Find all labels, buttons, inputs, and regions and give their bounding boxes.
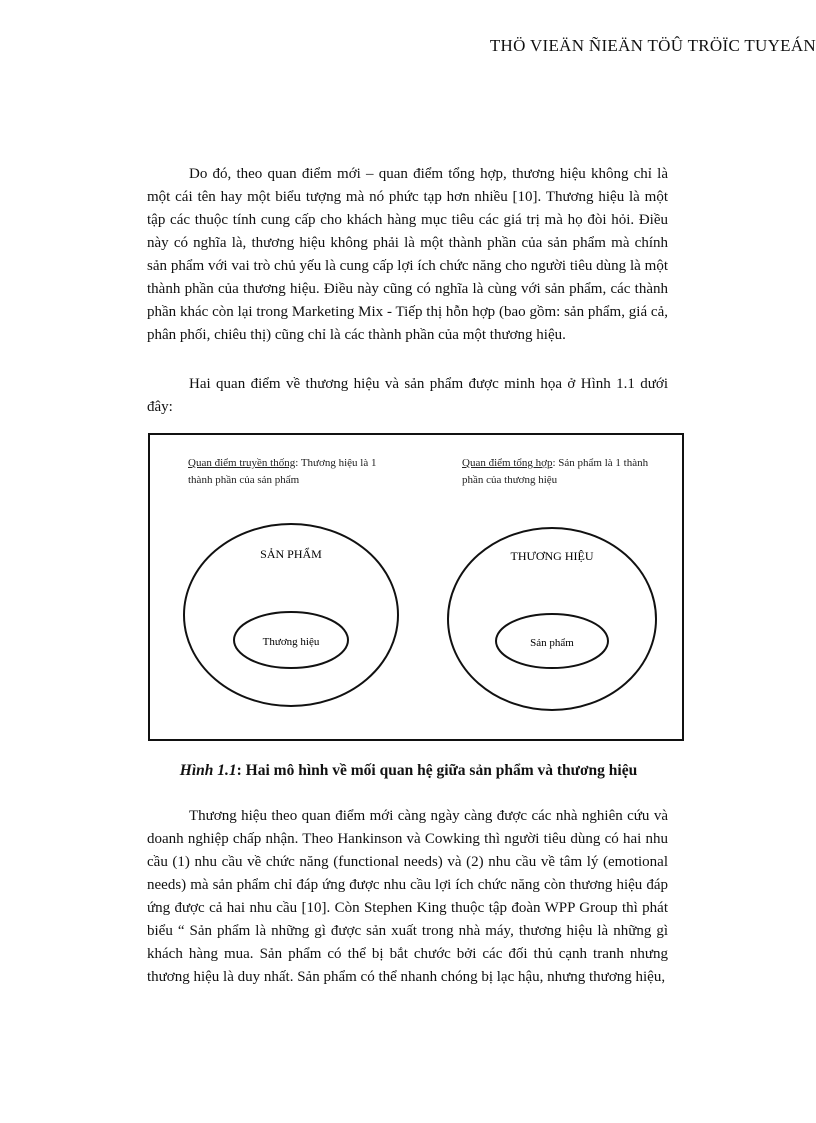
venn-diagram: [150, 435, 682, 739]
left-outer-label: SẢN PHẨM: [260, 547, 322, 561]
integrated-view-title: Quan điểm tổng hợp: [462, 457, 553, 469]
paragraph-3: Thương hiệu theo quan điểm mới càng ngày càng được các nhà nghiên cứu và doanh nghiệp chấp nhận. Theo Hankinson và Cowking thì người tiêu dùng có hai nhu cầu (1) nhu cầu về chức năng (functional needs) và (2) nhu cầu về tâm lý (emotional needs) mà sản phẩm chỉ đáp ứng được nhu cầu lợi ích chức năng còn thương hiệu đáp ứng được cả hai nhu cầu [10]. Còn Stephen King thuộc tập đoàn WPP Group thì phát biểu “ Sản phẩm là những gì được sản xuất trong nhà máy, thương hiệu là những gì khách hàng mua. Sản phẩm có thể bị bắt chước bởi các đối thủ cạnh tranh nhưng thương hiệu là duy nhất. Sản phẩm có thể nhanh chóng bị lạc hậu, nhưng thương hiệu,: [147, 808, 668, 985]
right-outer-label: THƯƠNG HIỆU: [510, 549, 594, 563]
traditional-view-title: Quan điểm truyền thống: [188, 457, 296, 469]
caption-text: : Hai mô hình về mối quan hệ giữa sản phẩm và thương hiệu: [236, 762, 638, 779]
left-inner-label: Thương hiệu: [262, 636, 320, 648]
paragraph-1: Do đó, theo quan điểm mới – quan điểm tổng hợp, thương hiệu không chỉ là một cái tên hay một biểu tượng mà nó phức tạp hơn nhiều [10]. Thương hiệu là một tập các thuộc tính cung cấp cho khách hàng mục tiêu các giá trị mà họ đòi hỏi. Điều này có nghĩa là, thương hiệu không phải là một thành phần của sản phẩm mà chính sản phẩm với vai trò chủ yếu là cung cấp lợi ích chức năng cho người tiêu dùng là một thành phần của thương hiệu. Điều này cũng có nghĩa là cùng với sản phẩm, các thành phần khác còn lại trong Marketing Mix - Tiếp thị hỗn hợp (bao gồm: sản phẩm, giá cả, phân phối, chiêu thị) cũng chỉ là các thành phần của một thương hiệu.: [147, 166, 668, 343]
traditional-view-text: : Thương hiệu là 1 thành phần của sản phẩm: [188, 457, 377, 486]
paragraph-2: Hai quan điểm về thương hiệu và sản phẩm được minh họa ở Hình 1.1 dưới đây:: [147, 376, 668, 415]
figure-1-1: [148, 433, 684, 741]
figure-caption: [147, 762, 670, 780]
integrated-view-text: : Sản phẩm là 1 thành phần của thương hiệu: [462, 457, 649, 486]
right-inner-label: Sản phẩm: [530, 637, 574, 649]
caption-figure-number: Hình 1.1: [179, 762, 237, 779]
page-header: THÖ VIEÄN ÑIEÄN TÖÛ TRÖÏC TUYEÁN: [489, 36, 816, 55]
